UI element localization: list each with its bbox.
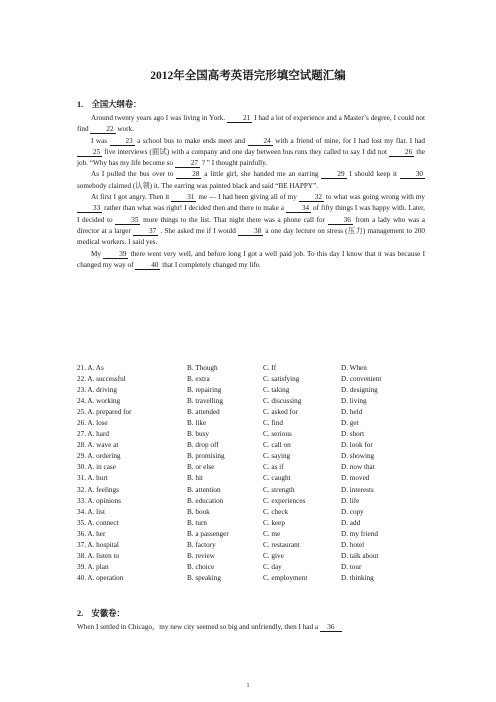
option-choice: B. attended [187, 408, 220, 417]
option-choice: 36. A. her [77, 529, 106, 538]
option-choice: D. hotel [341, 540, 365, 549]
option-choice: D. my friend [341, 529, 378, 538]
option-row [77, 529, 427, 540]
paragraph [77, 113, 425, 136]
option-row [77, 573, 427, 584]
option-choice: C. satisfying [263, 375, 300, 384]
blank-27: 27 [175, 159, 200, 168]
paragraph [77, 249, 425, 272]
passage-text: a school bus to make ends meet and [134, 136, 248, 145]
blank-30: 30 [400, 170, 425, 179]
option-choice: D. convenient [341, 375, 382, 384]
option-choice: 33. A. opinions [77, 496, 121, 505]
option-choice: B. drop off [187, 441, 219, 450]
option-choice: B. travelling [187, 397, 223, 406]
option-choice: B. like [187, 419, 207, 428]
passage-text: a little girl, she handed me an earring [201, 170, 322, 179]
blank-24: 24 [248, 137, 273, 146]
option-choice: D. get [341, 419, 359, 428]
page-title: 2012年全国高考英语完形填空试题汇编 [150, 70, 346, 82]
option-choice: D. moved [341, 474, 370, 483]
option-choice: B. turn [187, 518, 207, 527]
passage-text: Around twenty years ago I was living in York. [91, 114, 227, 122]
passage-text: there went very well, and before long I got a well paid job. To this day I know that it was because I changed my way of [77, 249, 425, 269]
blank-39: 39 [103, 250, 128, 259]
blank-40: 40 [135, 261, 160, 270]
passage-text: somebody claimed (认领) it. The earring was painted black and said “BE HAPPY”. [77, 181, 318, 190]
option-choice: D. interests [341, 485, 374, 494]
option-choice: 25. A. prepared for [77, 408, 132, 417]
passage-text: At first I got angry. Then it [91, 193, 172, 202]
option-choice: 39. A. plan [77, 562, 109, 571]
option-row [77, 429, 427, 440]
passage-text: rather than what was right! I decided then and there to make a [102, 204, 286, 213]
option-choice: 30. A. in case [77, 463, 116, 472]
option-row [77, 440, 427, 451]
option-choice: D. add [341, 518, 361, 527]
option-choice: C. If [263, 364, 277, 372]
option-row [77, 407, 427, 418]
option-choice: D. look for [341, 441, 373, 450]
option-row [77, 473, 427, 484]
option-choice: 31. A. hurt [77, 474, 108, 483]
blank-28: 28 [176, 170, 201, 179]
passage-text: . She asked me if I would [158, 226, 239, 235]
option-choice: B. choice [187, 562, 215, 571]
option-row [77, 540, 427, 551]
option-choice: C. day [263, 562, 282, 571]
option-choice: C. experiences [263, 496, 306, 505]
option-row [77, 385, 427, 396]
paragraph [77, 169, 425, 192]
passage-text: more things to the list. That night there was a phone call for [140, 215, 328, 224]
passage-2-first-line [77, 622, 425, 633]
option-choice: 24. A. working [77, 397, 121, 406]
option-choice: B. book [187, 507, 210, 516]
passage-text: the job. “Why has my life become so [77, 147, 425, 168]
blank-26: 26 [389, 148, 414, 157]
option-choice: 32. A. feelings [77, 485, 119, 494]
blank-34: 34 [286, 204, 311, 213]
blank-31: 31 [171, 193, 196, 202]
option-row [77, 374, 427, 385]
option-choice: C. discussing [263, 397, 302, 406]
option-row [77, 396, 427, 407]
blank-37: 37 [133, 227, 158, 236]
option-choice: C. restaurant [263, 540, 300, 549]
option-choice: C. strength [263, 485, 295, 494]
option-choice: C. check [263, 507, 289, 516]
options-table-1 [77, 363, 427, 584]
option-choice: 40. A. operation [77, 573, 124, 582]
option-row [77, 462, 427, 473]
option-choice: C. serious [263, 430, 292, 439]
option-choice: D. showing [341, 452, 375, 461]
option-row [77, 551, 427, 562]
passage-text: of fifty things I was happy with. Later, I decided to [77, 204, 425, 224]
option-row [77, 451, 427, 462]
option-choice: C. caught [263, 474, 291, 483]
section-1-heading: 1. 全国大纲卷： [77, 100, 142, 109]
option-choice: B. education [187, 496, 224, 505]
option-choice: D. talk about [341, 551, 379, 560]
passage-text: I had a lot of experience and a Master’s degree, I could not find [77, 114, 426, 134]
option-choice: B. repairing [187, 386, 222, 395]
page-number: 1 [246, 683, 250, 689]
option-choice: D. life [341, 496, 360, 505]
passage-text: ? ” I thought painfully. [200, 159, 267, 168]
option-choice: 26. A. lose [77, 419, 108, 428]
passage-text: with a friend of mine, for I had lost my flat. I had [272, 136, 425, 145]
blank-33: 33 [77, 204, 102, 213]
passage-text: As I pulled the bus over to [91, 170, 177, 179]
option-choice: 29. A. ordering [77, 452, 121, 461]
option-choice: D. copy [341, 507, 364, 516]
option-choice: 38. A. listen to [77, 551, 120, 560]
option-choice: B. factory [187, 540, 216, 549]
option-choice: D. designing [341, 386, 378, 395]
option-choice: C. asked for [263, 408, 298, 417]
blank-25: 25 [77, 148, 102, 157]
option-row [77, 562, 427, 573]
passage-text: from a lady who was a director at a larger [77, 215, 425, 235]
blank-23: 23 [110, 137, 135, 146]
option-choice: D. short [341, 430, 365, 439]
option-choice: C. give [263, 551, 284, 560]
passage-text: five interviews (面试) with a company and one day between bus runs they called to say I did not [102, 147, 389, 156]
passage-text: work. [115, 125, 134, 134]
passage-text: My [91, 249, 104, 258]
option-choice: B. review [187, 551, 215, 560]
section-2-heading: 2. 安徽卷： [77, 609, 125, 618]
option-choice: B. speaking [187, 573, 221, 582]
option-choice: B. extra [187, 375, 210, 384]
passage-text: me — I had been giving all of my [196, 193, 299, 202]
passage-2-text: When I settled in Chicago，my new city seemed so big and unfriendly, then I had a [77, 623, 320, 631]
option-choice: B. attention [187, 485, 221, 494]
option-choice: B. hit [187, 474, 203, 483]
option-choice: B. or else [187, 463, 215, 472]
option-choice: D. thinking [341, 573, 374, 582]
option-choice: 35. A. connect [77, 518, 119, 527]
blank-22: 22 [90, 125, 115, 134]
option-choice: C. me [263, 529, 281, 538]
passage-text: I was [91, 136, 110, 145]
option-row [77, 418, 427, 429]
option-row [77, 518, 427, 529]
passage-text: I should keep it [346, 170, 400, 179]
blank-35: 35 [115, 216, 140, 225]
option-choice: 22. A. successful [77, 375, 126, 384]
option-choice: C. employment [263, 573, 308, 582]
option-choice: B. busy [187, 430, 209, 439]
option-row [77, 363, 427, 374]
option-row [77, 485, 427, 496]
option-choice: C. keep [263, 518, 285, 527]
paragraph [77, 136, 425, 170]
option-row [77, 507, 427, 518]
option-choice: 37. A. hospital [77, 540, 119, 549]
blank-21: 21 [227, 114, 252, 123]
blank-38: 38 [238, 227, 263, 236]
option-choice: D. living [341, 397, 367, 406]
option-choice: C. saying [263, 452, 291, 461]
option-choice: C. as if [263, 463, 284, 472]
option-choice: D. tour [341, 562, 362, 571]
blank-36: 36 [320, 623, 342, 632]
passage-1 [77, 113, 425, 271]
option-choice: D. When [341, 364, 367, 372]
option-choice: 27. A. hard [77, 430, 109, 439]
passage-text: a one day lecture on stress (压力) management to 200 medical workers. I said yes. [77, 226, 425, 247]
option-choice: 28. A. wave at [77, 441, 119, 450]
passage-text: to what was going wrong with my [323, 193, 425, 202]
option-choice: B. Though [187, 364, 218, 372]
passage-text: that I completely changed my life. [160, 260, 261, 269]
option-choice: D. now that [341, 463, 375, 472]
option-choice: 21. A. As [77, 364, 104, 372]
option-choice: C. find [263, 419, 283, 428]
option-choice: C. taking [263, 386, 290, 395]
paragraph [77, 192, 425, 248]
option-choice: B. a passenger [187, 529, 229, 538]
option-choice: 34. A. list [77, 507, 105, 516]
option-choice: D. held [341, 408, 363, 417]
blank-29: 29 [321, 170, 346, 179]
option-row [77, 496, 427, 507]
option-choice: C. call on [263, 441, 291, 450]
blank-32: 32 [299, 193, 324, 202]
option-choice: B. promising [187, 452, 225, 461]
option-choice: 23. A. driving [77, 386, 117, 395]
blank-36: 36 [328, 216, 353, 225]
